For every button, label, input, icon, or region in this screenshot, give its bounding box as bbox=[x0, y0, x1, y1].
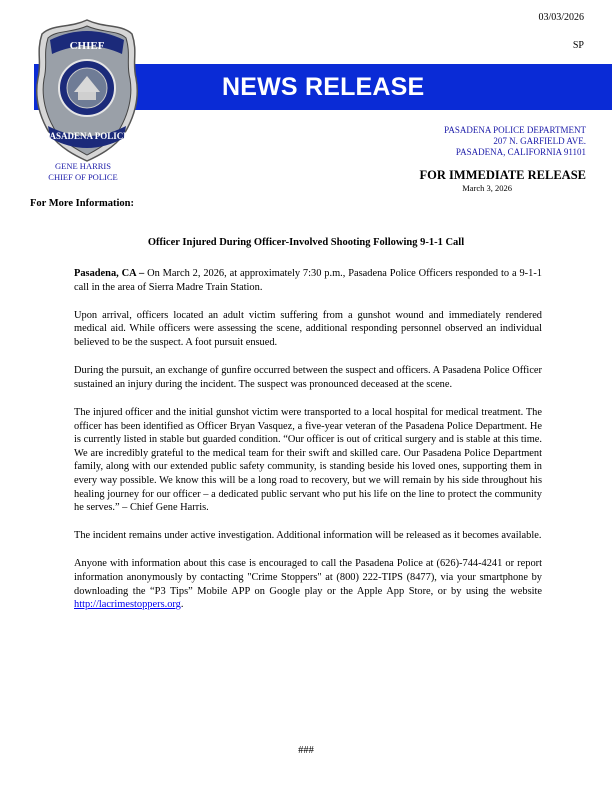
department-street: 207 N. GARFIELD AVE. bbox=[493, 136, 586, 146]
release-body bbox=[74, 267, 542, 626]
paragraph-2: Upon arrival, officers located an adult victim suffering from a gunshot wound and immediately rendered medical aid. While officers were assessing the scene, additional responding personnel observed an individual believed to be the suspect. A foot pursuit ensued. bbox=[74, 309, 542, 348]
police-chief-badge-logo bbox=[34, 18, 140, 163]
headline: Officer Injured During Officer-Involved Shooting Following 9-1-1 Call bbox=[147, 237, 465, 248]
paragraph-1-text: On March 2, 2026, at approximately 7:30 p.m., Pasadena Police Officers responded to a 9-1-1 call in the area of Sierra Madre Train Station. bbox=[74, 268, 542, 293]
release-date-top: 03/03/2026 bbox=[538, 12, 584, 23]
paragraph-5: The incident remains under active investigation. Additional information will be released as it becomes available. bbox=[74, 530, 542, 542]
chief-title: CHIEF OF POLICE bbox=[48, 172, 118, 182]
department-city: PASADENA, CALIFORNIA 91101 bbox=[455, 147, 586, 157]
immediate-release-label: FOR IMMEDIATE RELEASE bbox=[419, 168, 586, 182]
chief-block bbox=[18, 161, 148, 183]
department-address bbox=[444, 125, 586, 158]
paragraph-4: The injured officer and the initial gunshot victim were transported to a local hospital for medical treatment. The officer has been identified as Officer Bryan Vasquez, a five-year veteran of the Pasadena Police Department. He is currently listed in stable but guarded condition. “Our officer is out of critical surgery and is stable at this time. We are incredibly grateful to the medical team for their swift and skilled care. Our Pasadena Police Department family, along with our extended public safety community, is standing beside his loved ones, supporting them in every way possible. We know this will be a long road to recovery, but we will remain by his side throughout his healing journey for our officer – a dedicated public servant who put his life on the line to protect the community he serves.” – Chief Gene Harris. bbox=[74, 406, 542, 514]
paragraph-6-text: Anyone with information about this case is encouraged to call the Pasadena Police at (626)-744-4241 or report information anonymously by contacting "Crime Stoppers" at (800) 222-TIPS (8477), via your smartphone by downloading the “P3 Tips” Mobile APP on Google play or the Apple App Store, or by using the website bbox=[74, 558, 542, 597]
badge-top-text: CHIEF bbox=[69, 40, 105, 52]
banner-title: NEWS RELEASE bbox=[222, 73, 425, 101]
release-date: March 3, 2026 bbox=[462, 183, 512, 193]
more-information-label: For More Information: bbox=[30, 198, 135, 209]
crime-stoppers-link[interactable]: http://lacrimestoppers.org bbox=[74, 599, 181, 611]
department-name: PASADENA POLICE DEPARTMENT bbox=[444, 125, 586, 135]
chief-name: GENE HARRIS bbox=[55, 161, 111, 171]
paragraph-3: During the pursuit, an exchange of gunfire occurred between the suspect and officers. A Pasadena Police Officer sustained an injury during the incident. The suspect was pronounced deceased at the scene. bbox=[74, 365, 542, 390]
paragraph-1 bbox=[74, 267, 542, 294]
paragraph-6-end: . bbox=[180, 599, 184, 611]
paragraph-6 bbox=[74, 557, 542, 611]
author-initials: SP bbox=[572, 40, 584, 51]
end-mark: ### bbox=[298, 745, 314, 756]
badge-bottom-text: PASADENA POLICE bbox=[44, 131, 130, 141]
dateline: Pasadena, CA – bbox=[74, 268, 145, 279]
